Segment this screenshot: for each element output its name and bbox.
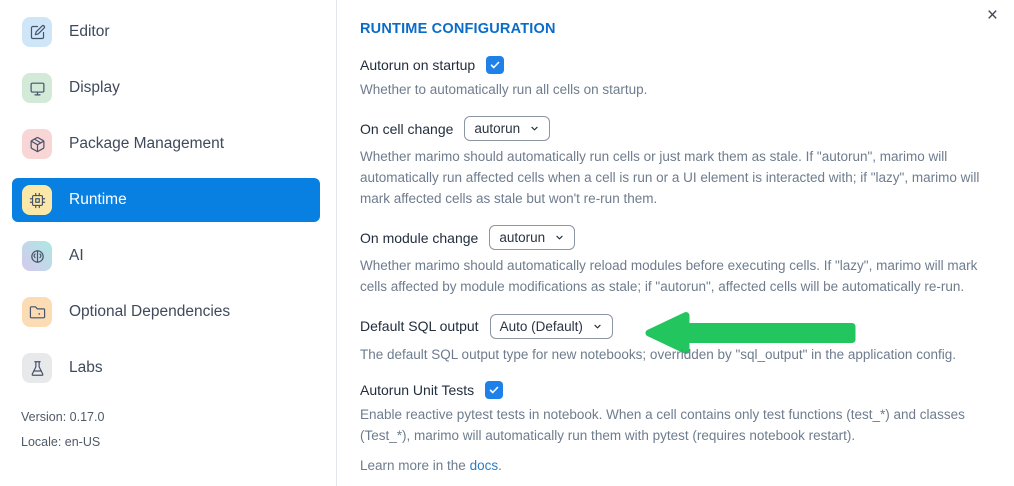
chevron-down-icon xyxy=(529,123,540,134)
sidebar-item-optional-dependencies[interactable] xyxy=(12,290,320,334)
setting-on-module-change xyxy=(360,225,990,297)
on-cell-change-label: On cell change xyxy=(360,120,454,137)
setting-default-sql-output xyxy=(360,313,990,365)
version-text: Version: 0.17.0 xyxy=(21,410,105,424)
autorun-on-startup-checkbox[interactable] xyxy=(486,56,504,74)
chevron-down-icon xyxy=(592,321,603,332)
sidebar-item-ai[interactable] xyxy=(12,234,320,278)
sidebar-item-label: Editor xyxy=(69,23,110,40)
autorun-unit-tests-checkbox[interactable] xyxy=(485,381,503,399)
package-icon xyxy=(22,129,52,159)
sidebar-item-label: Display xyxy=(69,79,120,96)
settings-sidebar xyxy=(0,0,337,486)
on-module-change-label: On module change xyxy=(360,229,479,246)
sidebar-item-label: AI xyxy=(69,247,84,264)
learn-more-text: Learn more in the xyxy=(360,458,470,473)
close-icon[interactable]: × xyxy=(986,5,998,26)
default-sql-output-value: Auto (Default) xyxy=(499,318,583,334)
check-icon xyxy=(489,59,501,71)
sidebar-item-label: Optional Dependencies xyxy=(69,303,231,320)
on-module-change-select[interactable] xyxy=(489,225,575,250)
sidebar-item-display[interactable] xyxy=(12,66,320,110)
autorun-unit-tests-label: Autorun Unit Tests xyxy=(360,382,475,398)
default-sql-output-label: Default SQL output xyxy=(360,318,479,334)
chevron-down-icon xyxy=(554,232,565,243)
autorun-on-startup-label: Autorun on startup xyxy=(360,57,476,73)
pencil-square-icon xyxy=(22,17,52,47)
cpu-icon xyxy=(22,185,52,215)
sidebar-item-labs[interactable] xyxy=(12,346,320,390)
on-module-change-description: Whether marimo should automatically reload modules before executing cells. If "lazy", marimo will mark cells affected by module modifications as stale; if "autorun", affected cells will be automatically re-run. xyxy=(360,258,978,294)
default-sql-output-select[interactable] xyxy=(490,314,613,339)
docs-link[interactable]: docs xyxy=(469,458,499,473)
on-cell-change-value: autorun xyxy=(474,121,521,136)
on-cell-change-description: Whether marimo should automatically run cells or just mark them as stale. If "autorun", marimo will automatically run affected cells when a cell is run or a UI element is interacted with; if "lazy", marimo will mark affected cells as stale but won't re-run them. xyxy=(360,149,980,206)
sidebar-item-label: Labs xyxy=(69,359,103,376)
sidebar-meta xyxy=(12,410,320,449)
locale-text: Locale: en-US xyxy=(21,435,101,449)
setting-autorun-on-startup xyxy=(360,56,990,100)
flask-icon xyxy=(22,353,52,383)
autorun-unit-tests-description: Enable reactive pytest tests in notebook. When a cell contains only test functions (test_*) and classes (Test_*), marimo will automatically run them with pytest (requires notebook restart). xyxy=(360,407,965,443)
sidebar-item-package-management[interactable] xyxy=(12,122,320,166)
runtime-configuration-panel xyxy=(337,0,1014,486)
check-icon xyxy=(488,384,500,396)
sidebar-item-label: Package Management xyxy=(69,135,225,152)
monitor-icon xyxy=(22,73,52,103)
autorun-on-startup-description: Whether to automatically run all cells on startup. xyxy=(360,82,648,97)
on-cell-change-select[interactable] xyxy=(464,116,550,141)
on-module-change-value: autorun xyxy=(499,230,546,245)
sidebar-item-runtime[interactable] xyxy=(12,178,320,222)
brain-icon xyxy=(22,241,52,271)
learn-more-line xyxy=(360,458,990,473)
setting-autorun-unit-tests xyxy=(360,381,990,446)
page-title: RUNTIME CONFIGURATION xyxy=(360,21,556,37)
default-sql-output-description: The default SQL output type for new notebooks; overridden by "sql_output" in the application config. xyxy=(360,347,956,362)
setting-on-cell-change xyxy=(360,116,990,209)
learn-more-suffix: . xyxy=(498,458,502,473)
sidebar-item-label: Runtime xyxy=(69,191,127,208)
sidebar-item-editor[interactable] xyxy=(12,10,320,54)
folder-dot-icon xyxy=(22,297,52,327)
